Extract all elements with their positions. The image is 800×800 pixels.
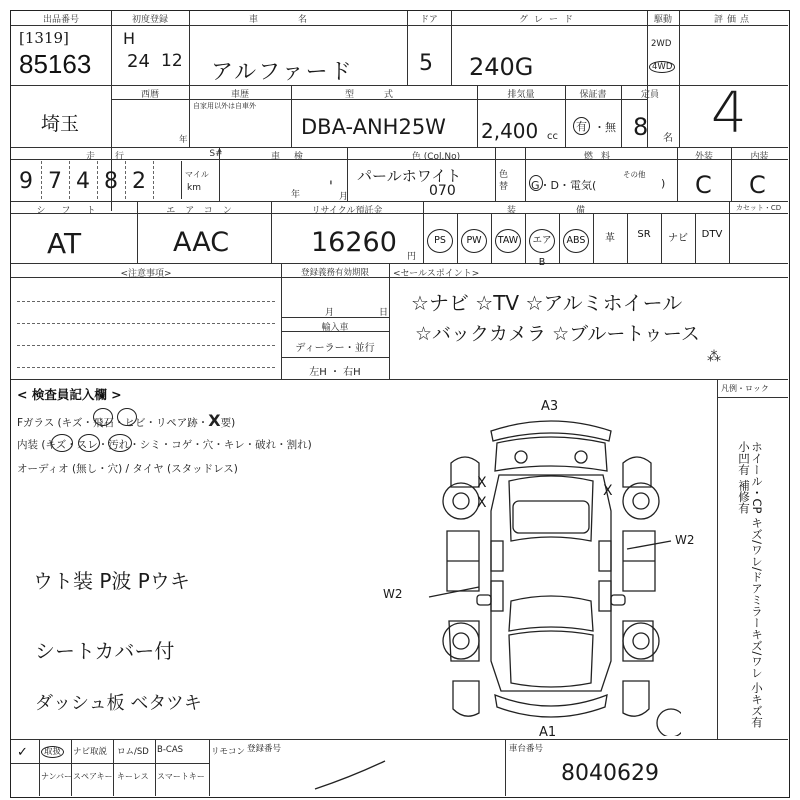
inspection-label: 車検 — [270, 152, 317, 162]
km-unit: km — [187, 183, 201, 193]
glass-text: Fガラス (キズ・飛石・ヒビ・リペア跡・ — [17, 417, 209, 429]
digit-divider — [125, 161, 126, 199]
grade-label: グレード — [518, 15, 579, 25]
ext-label: 外装 — [694, 152, 713, 162]
option-label: PS — [427, 229, 453, 253]
shift: AT — [47, 227, 82, 260]
int-label: 内装 — [750, 152, 769, 162]
lot-number: 85163 — [19, 49, 92, 79]
damage-mark: X — [477, 475, 487, 491]
ink-smudge: ⁂ — [707, 349, 721, 365]
option-cell — [559, 229, 593, 253]
handle: 左H ・ 右H — [309, 367, 361, 378]
glass-circle — [117, 408, 137, 426]
yen-unit: 円 — [407, 252, 417, 262]
row4-bottom-line — [11, 263, 788, 264]
fuel-text: G・D・電気( — [531, 179, 597, 192]
digit-divider — [153, 161, 154, 199]
digit-divider — [97, 161, 98, 199]
displacement-label: 排気量 — [507, 90, 535, 100]
footer-item: キーレス — [117, 772, 149, 781]
int-grade: C — [749, 171, 766, 199]
diagram-right-label: W2 — [675, 533, 695, 547]
legend-divider — [717, 379, 718, 739]
col-line — [39, 739, 40, 796]
row3-bottom-line — [11, 201, 788, 202]
inspection-year: 年 — [291, 190, 301, 200]
eval-label: 評価点 — [713, 15, 753, 25]
pen-stroke — [311, 757, 391, 793]
footer-item: スペアキー — [73, 772, 113, 781]
option-cell — [593, 229, 627, 244]
footer-item: ナビ取説 — [73, 747, 108, 757]
inspector-title: < 検査員記入欄 > — [17, 387, 122, 402]
shift-label: シフト — [36, 206, 112, 216]
capacity-label: 定員 — [640, 90, 659, 100]
option-label: SR — [637, 229, 651, 240]
interior-circle — [78, 434, 100, 452]
footer-item: B-CAS — [157, 745, 184, 755]
prefecture: 埼玉 — [41, 113, 80, 135]
year-label: 西暦 — [140, 90, 159, 100]
footer-item-label: 取扱 — [41, 746, 64, 758]
aircon: AAC — [173, 227, 230, 258]
option-label: ABS — [563, 229, 589, 253]
capacity: 8 — [633, 113, 649, 141]
audio-line: オーディオ (無し・穴) / タイヤ (スタッドレス) — [17, 463, 238, 475]
reg-year: 24 — [127, 51, 150, 72]
recycle-label: リサイクル預託金 — [311, 206, 383, 216]
option-cell — [457, 229, 491, 253]
col-line — [155, 739, 156, 796]
year-suffix: 年 — [179, 135, 188, 145]
footer-item: リモコン — [211, 747, 246, 757]
col-line — [113, 739, 114, 796]
interior-circle — [51, 434, 73, 452]
footer-item: スマートキー — [157, 772, 205, 781]
type-label: 型式 — [344, 90, 423, 100]
inspection-month: 月 — [339, 192, 349, 202]
model-type: DBA-ANH25W — [301, 115, 446, 139]
legend-text: ホイール・CP キズ/ワレ/ドアミラーキズ/ワレ 小キズ有 小凹有 補修有 — [737, 441, 764, 728]
import-line — [281, 357, 389, 358]
col-line — [679, 11, 680, 147]
footer-check-icon: ✓ — [17, 745, 28, 760]
grade: 240G — [469, 53, 534, 81]
mileage-digit: 4 — [76, 169, 90, 194]
legend-header-line — [717, 397, 788, 398]
mileage-digit: 8 — [104, 169, 118, 194]
reg-month: 12 — [161, 51, 183, 71]
row1-bottom-line — [11, 85, 788, 86]
fuel-label: 燃料 — [583, 152, 618, 162]
note-line — [17, 301, 275, 302]
digit-divider — [69, 161, 70, 199]
option-label: PW — [461, 229, 487, 253]
option-cell — [491, 229, 525, 253]
glass-circle — [93, 408, 113, 426]
lot-label: 出品番号 — [42, 15, 79, 25]
notes-bottom-line — [11, 379, 788, 380]
first-reg-label: 初度登録 — [131, 15, 168, 25]
option-cell — [423, 229, 457, 253]
col-line — [209, 739, 210, 796]
door-label: ドア — [420, 15, 438, 25]
option-label: TAW — [495, 229, 521, 253]
aircon-label: エアコン — [166, 206, 242, 216]
row1-header-line — [11, 25, 788, 26]
diagram-rear-label: A3 — [541, 399, 559, 414]
repaint-label: 色替 — [499, 170, 509, 192]
reg-date-line — [281, 317, 389, 318]
col-line — [505, 739, 506, 796]
inspection-mark: ' — [329, 179, 333, 195]
displacement: 2,400 — [481, 119, 539, 143]
inspector-note: シートカバー付 — [35, 639, 175, 663]
reg-number-label: 登録番号 — [247, 744, 282, 754]
row2-bottom-line — [11, 147, 788, 148]
reg-day: 日 — [379, 308, 389, 318]
sales-label: <セールスポイント> — [393, 269, 480, 279]
option-cell — [525, 229, 559, 268]
option-cell — [661, 229, 695, 244]
fuel-close: ) — [661, 177, 666, 190]
mileage-digit: 2 — [132, 169, 146, 194]
mileage-digit: 9 — [19, 169, 33, 194]
car-name-label: 車名 — [248, 15, 347, 25]
color-code: 070 — [429, 183, 456, 199]
fuel-circle — [529, 175, 543, 191]
footer-item — [41, 745, 64, 757]
digit-divider — [181, 161, 182, 199]
note-line — [17, 367, 275, 368]
drive-label: 駆動 — [653, 15, 672, 25]
col-line — [71, 739, 72, 796]
ext-grade: C — [695, 171, 712, 199]
warranty-yes: 有 — [573, 117, 590, 135]
owner-note: 自家用以外は自車外 — [193, 102, 256, 110]
option-cell — [627, 229, 661, 240]
sh-label: S# — [209, 149, 223, 159]
interior-circle — [108, 434, 132, 452]
option-label: ナビ — [668, 233, 688, 244]
caution-label: <注意事項> — [120, 269, 172, 279]
sales-point: ☆バックカメラ ☆ブルートゥース — [415, 323, 700, 345]
footer-top-line — [11, 739, 788, 740]
note-line — [17, 323, 275, 324]
diagram-front-label: A1 — [539, 725, 557, 740]
option-label: エアB — [529, 229, 555, 253]
cc-unit: cc — [547, 131, 558, 142]
warranty-no: 無 — [605, 121, 616, 134]
mileage-label: 走行 — [85, 152, 144, 162]
lot-code: [1319] — [19, 29, 69, 47]
inspector-note: ダッシュ板 ベタツキ — [35, 693, 202, 714]
import-label: 輸入車 — [321, 323, 349, 333]
equip-label: 装備 — [506, 206, 645, 216]
era: H — [123, 29, 136, 48]
color-label: 色 (Col.No) — [411, 152, 461, 162]
sales-point: ☆ナビ ☆TV ☆アルミホイール — [411, 291, 683, 315]
footer-item: ロム/SD — [117, 747, 149, 757]
drive-2wd: 2WD — [651, 39, 672, 49]
diagram-left-label: W2 — [383, 587, 403, 601]
fuel-other: その他 — [623, 170, 646, 179]
option-label: 革 — [605, 233, 615, 244]
note-line — [17, 345, 275, 346]
glass-x: X — [208, 411, 221, 430]
option-label: DTV — [701, 229, 723, 240]
damage-mark: X — [603, 483, 613, 499]
interior-line: 内装 (キズ・スレ・汚れ・シミ・コゲ・穴・キレ・破れ・割れ) — [17, 439, 312, 451]
car-diagram — [421, 391, 681, 736]
option-cell — [695, 229, 729, 240]
mile-unit: マイル — [185, 170, 209, 179]
reg-month: 月 — [325, 308, 335, 318]
import-type: ディーラー・並行 — [295, 343, 375, 354]
digit-divider — [41, 161, 42, 199]
footer-item: ナンバー — [41, 772, 73, 781]
person-unit: 名 — [663, 133, 673, 144]
car-name: アルファード — [211, 60, 354, 85]
chassis-label: 車台番号 — [509, 744, 544, 754]
glass-tail: 要) — [220, 417, 236, 429]
col-line — [389, 263, 390, 379]
footer-mid-line — [11, 763, 209, 764]
mileage-digit: 7 — [48, 169, 62, 194]
warranty-dot: ・ — [594, 121, 605, 134]
reg-label: 登録義務有効期限 — [300, 268, 369, 278]
recycle: 16260 — [311, 227, 397, 258]
chassis-number: 8040629 — [561, 761, 659, 786]
cassette-label: カセット・CD — [735, 204, 782, 212]
warranty-label: 保証書 — [579, 90, 607, 100]
legend-corner-label: 凡例・ロック — [721, 384, 769, 393]
auction-sheet — [10, 10, 790, 798]
damage-mark: X — [477, 495, 487, 511]
owner-label: 車歴 — [230, 90, 249, 100]
score: 4 — [711, 81, 747, 146]
drive-4wd: 4WD — [649, 61, 675, 73]
inspector-note: ウト装 P波 Pウキ — [33, 569, 190, 593]
color: パールホワイト — [357, 167, 462, 185]
doors: 5 — [419, 51, 433, 76]
